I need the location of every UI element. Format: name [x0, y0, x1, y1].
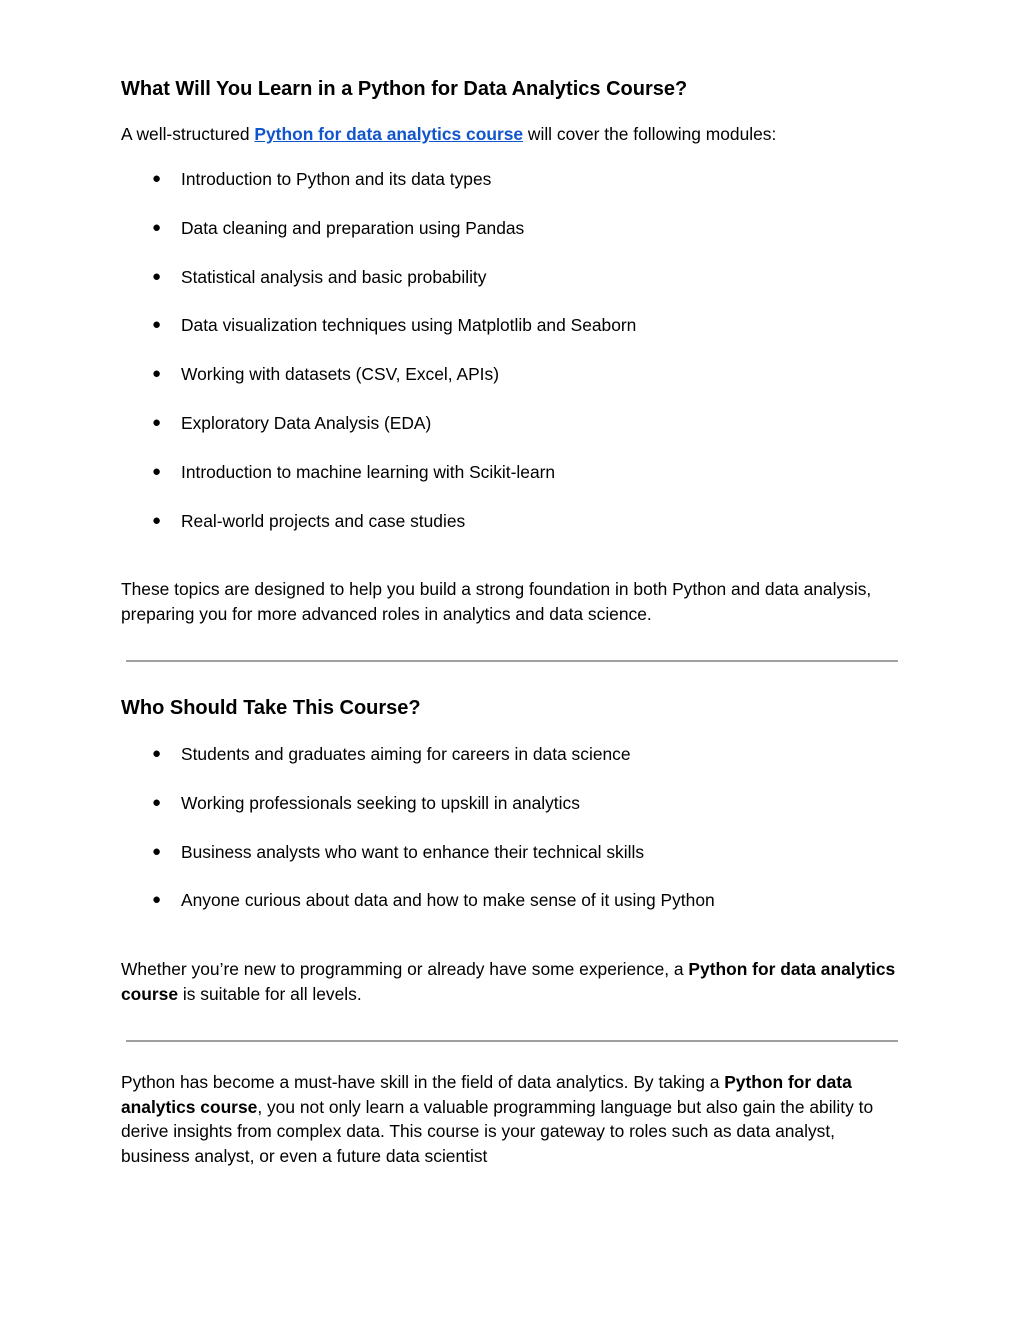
- list-item-text: Students and graduates aiming for careers in data science: [181, 744, 631, 764]
- list-item-text: Introduction to machine learning with Scikit-learn: [181, 461, 556, 482]
- list-item-text: Data visualization techniques using Matplotlib and Seaborn: [181, 315, 637, 336]
- levels-text-bold: Python for data analytics course: [121, 959, 896, 1004]
- intro-text-after: will cover the following modules:: [523, 124, 777, 144]
- course-link[interactable]: Python for data analytics course: [254, 124, 524, 144]
- bullet-icon: ●: [152, 413, 162, 431]
- list-item: [121, 791, 901, 840]
- list-item: [121, 460, 901, 509]
- levels-summary-paragraph: [121, 957, 901, 1006]
- conclusion-text-bold: Python for data analytics course: [121, 1072, 852, 1117]
- list-item: [121, 265, 901, 314]
- list-item-text: Introduction to Python and its data types: [181, 169, 492, 189]
- list-item: [121, 840, 901, 889]
- list-item-text: Real-world projects and case studies: [181, 510, 466, 531]
- conclusion-paragraph: [121, 1070, 901, 1168]
- bullet-icon: ●: [152, 842, 162, 860]
- list-item: [121, 216, 901, 265]
- levels-text-after: is suitable for all levels.: [178, 983, 362, 1004]
- conclusion-text-after: , you not only learn a valuable programming language but also gain the ability to derive insights from complex data. This course is your gateway to roles such as data analyst, business analyst, or even a future data scientist: [121, 1096, 874, 1166]
- modules-list: [121, 167, 901, 557]
- levels-text-before: Whether you’re new to programming or already have some experience, a: [121, 959, 689, 979]
- bullet-icon: ●: [152, 170, 162, 187]
- bullet-icon: ●: [152, 462, 162, 480]
- list-item: [121, 509, 901, 558]
- bullet-icon: ●: [152, 793, 162, 811]
- list-item-text: Statistical analysis and basic probability: [181, 266, 487, 287]
- list-item: [121, 313, 901, 362]
- bullet-icon: ●: [152, 891, 162, 909]
- section-heading-what-you-learn: What Will You Learn in a Python for Data Analytics Course?: [121, 78, 688, 100]
- bullet-icon: ●: [152, 511, 162, 529]
- section-divider: [126, 660, 898, 662]
- list-item: [121, 888, 901, 937]
- list-item-text: Working with datasets (CSV, Excel, APIs): [181, 364, 499, 385]
- topics-summary-paragraph: These topics are designed to help you build a strong foundation in both Python and data analysis, preparing you for more advanced roles in analytics and data science.: [121, 579, 872, 624]
- bullet-icon: ●: [152, 745, 162, 762]
- section-divider: [126, 1040, 898, 1042]
- intro-paragraph: [121, 122, 901, 147]
- bullet-icon: ●: [152, 316, 162, 334]
- list-item-text: Working professionals seeking to upskill in analytics: [181, 792, 580, 813]
- bullet-icon: ●: [152, 218, 162, 236]
- audience-list: [121, 742, 901, 937]
- list-item: [121, 167, 901, 216]
- list-item: [121, 362, 901, 411]
- bullet-icon: ●: [152, 365, 162, 383]
- section-heading-who-should-take: Who Should Take This Course?: [121, 697, 421, 719]
- intro-text-before: A well-structured: [121, 124, 255, 144]
- list-item: [121, 742, 901, 791]
- list-item-text: Data cleaning and preparation using Pandas: [181, 217, 525, 238]
- conclusion-text-before: Python has become a must-have skill in the field of data analytics. By taking a: [121, 1072, 725, 1092]
- list-item: [121, 411, 901, 460]
- list-item-text: Anyone curious about data and how to make sense of it using Python: [181, 890, 715, 911]
- bullet-icon: ●: [152, 267, 162, 285]
- list-item-text: Exploratory Data Analysis (EDA): [181, 412, 432, 433]
- list-item-text: Business analysts who want to enhance their technical skills: [181, 841, 645, 862]
